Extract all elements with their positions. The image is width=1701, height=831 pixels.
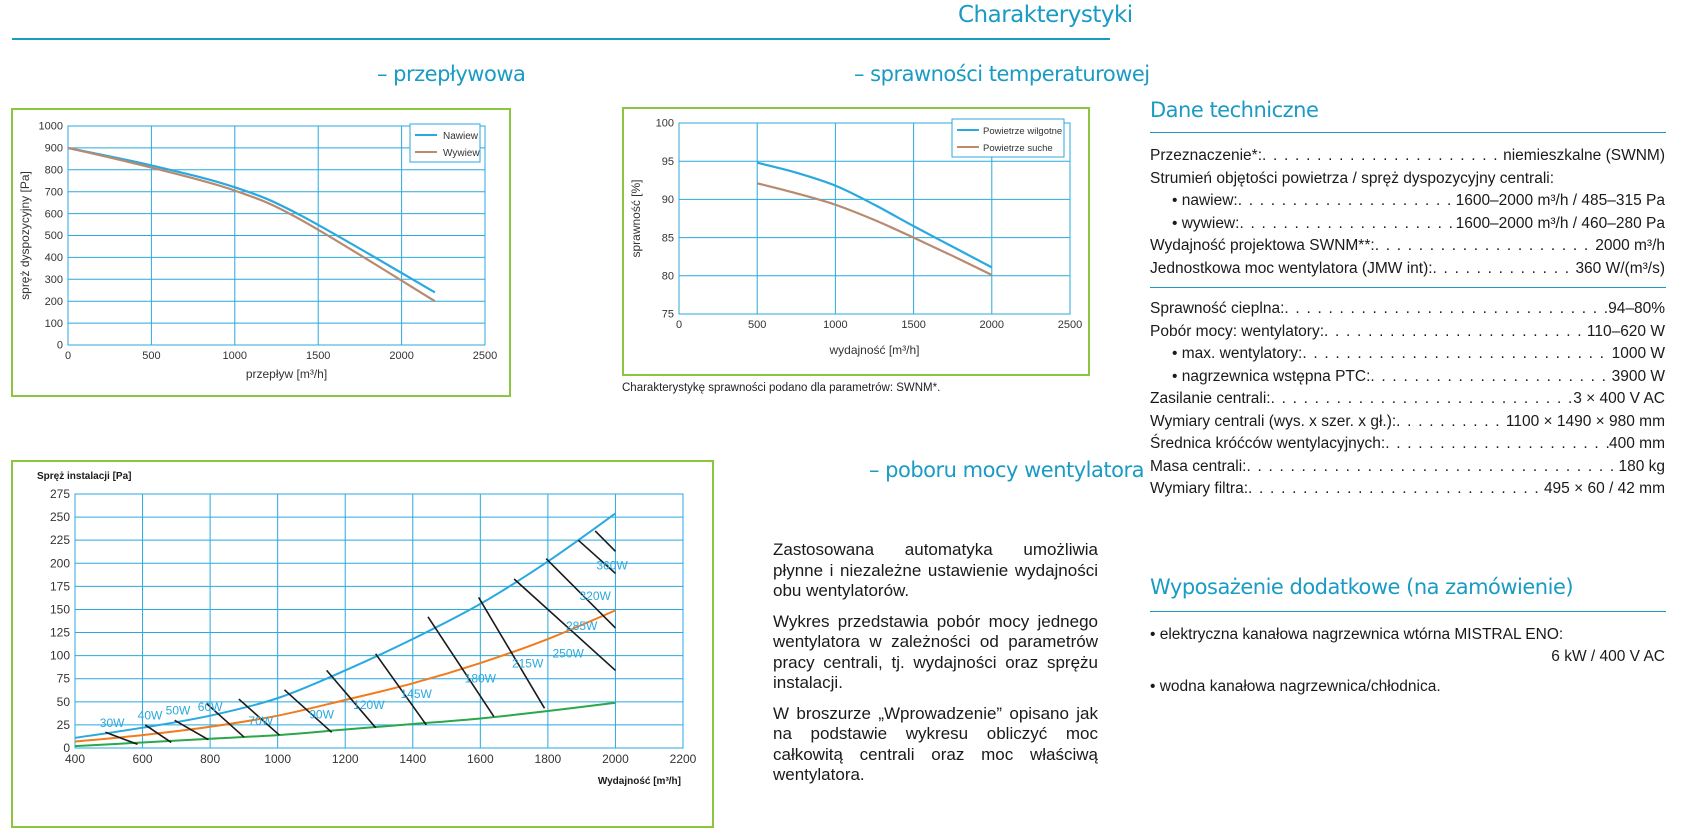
x-tick-label: 2500	[472, 350, 498, 362]
spec-leader	[1370, 366, 1611, 389]
y-tick-label: 800	[44, 164, 63, 177]
spec-value: 400 mm	[1609, 435, 1665, 452]
spec-value: 2000 m³/h	[1595, 237, 1665, 254]
y-tick-label: 275	[49, 487, 70, 501]
spec-value: 180 kg	[1618, 457, 1665, 475]
spec-leader	[1385, 433, 1609, 456]
y-tick-label: 0	[56, 339, 63, 352]
spec-leader	[1262, 145, 1503, 168]
y-tick-label: 80	[661, 270, 674, 283]
tech-heading: Dane techniczne	[1150, 98, 1319, 122]
page-title: Charakterystyki	[958, 2, 1133, 28]
spec-value: 3900 W	[1611, 367, 1665, 385]
spec-label: Wymiary filtra:	[1150, 480, 1249, 497]
y-tick-label: 1000	[38, 120, 63, 133]
spec-row	[1150, 478, 1665, 501]
x-axis-label: wydajność [m³/h]	[829, 343, 920, 357]
spec-value: 1000 W	[1611, 345, 1665, 362]
x-tick-label: 1000	[264, 752, 292, 766]
spec-label: • nagrzewnica wstępna PTC:	[1172, 367, 1371, 385]
spec-row	[1150, 343, 1665, 366]
x-tick-label: 1500	[901, 319, 926, 331]
equipment-item-electric: • elektryczna kanałowa nagrzewnica wtórna MISTRAL ENO:	[1150, 626, 1564, 643]
spec-leader	[1375, 235, 1596, 258]
spec-leader	[1284, 298, 1608, 321]
equipment-item-electric-spec: 6 kW / 400 V AC	[1551, 648, 1665, 665]
spec-label: Masa centrali:	[1150, 457, 1247, 475]
y-tick-label: 95	[661, 155, 674, 168]
spec-row	[1150, 321, 1665, 344]
header-rule	[12, 38, 1110, 40]
equipment-item-water: • wodna kanałowa nagrzewnica/chłodnica.	[1150, 678, 1441, 695]
spec-value: 1100 × 1490 × 980 mm	[1505, 412, 1665, 430]
spec-label: Jednostkowa moc wentylatora (JMW int):	[1150, 259, 1433, 277]
x-axis-label: Wydajność [m³/h]	[597, 776, 681, 787]
y-tick-label: 100	[49, 648, 70, 663]
x-tick-label: 2000	[602, 752, 629, 766]
legend-label: Powietrze wilgotne	[983, 126, 1063, 137]
spec-leader	[1248, 478, 1544, 501]
y-axis-label: sprawność [%]	[629, 179, 643, 258]
power-label: 30W	[99, 715, 125, 730]
power-label: 180W	[464, 671, 497, 686]
spec-value: 3 × 400 V AC	[1573, 390, 1665, 407]
spec-value: 1600–2000 m³/h / 485–315 Pa	[1455, 192, 1665, 209]
y-tick-label: 225	[49, 533, 70, 548]
power-label: 320W	[579, 589, 611, 604]
efficiency-heading: – sprawności temperaturowej	[854, 62, 1150, 86]
x-tick-label: 1400	[399, 752, 427, 766]
spec-value: 94–80%	[1608, 300, 1665, 317]
x-tick-label: 1800	[534, 752, 562, 766]
y-tick-label: 700	[44, 186, 63, 199]
spec-leader	[1239, 213, 1455, 236]
power-label: 145W	[400, 687, 432, 702]
spec-row	[1150, 456, 1665, 479]
spec-row	[1150, 298, 1665, 321]
y-tick-label: 85	[661, 232, 674, 245]
spec-leader	[1433, 258, 1576, 281]
x-tick-label: 1500	[305, 350, 331, 362]
y-tick-label: 100	[655, 117, 674, 130]
x-tick-label: 1000	[823, 319, 848, 331]
y-tick-label: 250	[49, 510, 70, 525]
power-chart-frame	[11, 460, 714, 828]
power-label: 120W	[353, 698, 385, 713]
spec-value: 495 × 60 / 42 mm	[1543, 480, 1665, 497]
spec-leader	[1302, 343, 1611, 366]
x-tick-label: 800	[200, 752, 221, 766]
spec-label: Średnica króćców wentylacyjnych:	[1150, 435, 1386, 452]
spec-label: • max. wentylatory:	[1172, 345, 1303, 362]
tech-group-2	[1150, 298, 1665, 501]
power-heading: – poboru mocy wentylatora	[869, 458, 1144, 482]
y-axis-label: Spręż instalacji [Pa]	[37, 471, 132, 482]
power-label: 60W	[197, 700, 223, 715]
spec-row	[1150, 258, 1665, 281]
x-tick-label: 2500	[1057, 319, 1083, 331]
spec-leader	[1396, 411, 1506, 434]
legend-label: Nawiew	[443, 131, 479, 142]
power-description	[773, 540, 1098, 796]
y-tick-label: 400	[44, 252, 63, 265]
x-tick-label: 400	[64, 752, 86, 766]
spec-label: Pobór mocy: wentylatory:	[1150, 322, 1325, 340]
paragraph-brochure: W broszurze „Wprowadzenie” opisano jak na podstawie wykresu obliczyć moc całkowitą centrali oraz moc właściwą wentylatora.	[773, 703, 1098, 784]
y-tick-label: 150	[49, 602, 70, 617]
spec-row	[1150, 190, 1665, 213]
y-tick-label: 75	[661, 308, 674, 321]
y-tick-label: 600	[44, 208, 63, 221]
power-label: 40W	[137, 708, 163, 723]
flow-heading: – przepływowa	[377, 62, 526, 86]
power-label: 360W	[596, 558, 628, 573]
paragraph-chart-info: Wykres przedstawia pobór mocy jednego wentylatora w zależności od parametrów pracy centrali, tj. wydajności oraz sprężu instalacji.	[773, 611, 1098, 692]
spec-label: Wymiary centrali (wys. x szer. x gł.):	[1150, 412, 1397, 430]
power-label: 215W	[511, 656, 544, 671]
x-tick-label: 2000	[979, 319, 1005, 331]
spec-value: 1600–2000 m³/h / 460–280 Pa	[1455, 214, 1665, 232]
spec-row	[1150, 433, 1665, 456]
x-tick-label: 2000	[389, 350, 414, 362]
spec-row	[1150, 366, 1665, 389]
spec-label: Zasilanie centrali:	[1150, 390, 1271, 407]
spec-leader	[1246, 456, 1618, 479]
spec-label: Strumień objętości powietrza / spręż dyspozycyjny centrali:	[1150, 169, 1555, 187]
flow-chart-frame	[11, 108, 511, 397]
spec-label: Sprawność cieplna:	[1150, 300, 1285, 317]
y-tick-label: 50	[56, 694, 70, 709]
y-tick-label: 125	[49, 625, 70, 640]
spec-label: • nawiew:	[1172, 192, 1238, 209]
legend-label: Powietrze suche	[983, 143, 1053, 154]
spec-label: Przeznaczenie*:	[1150, 147, 1263, 164]
y-tick-label: 175	[49, 579, 70, 594]
tech-group-1	[1150, 145, 1665, 280]
spec-row	[1150, 213, 1665, 236]
x-tick-label: 1600	[466, 752, 494, 766]
y-tick-label: 200	[49, 556, 70, 571]
spec-row	[1150, 411, 1665, 434]
x-tick-label: 2200	[669, 752, 697, 766]
flow-chart	[13, 110, 509, 395]
x-tick-label: 1000	[222, 350, 248, 362]
spec-value: niemieszkalne (SWNM)	[1503, 147, 1665, 164]
x-tick-label: 500	[142, 350, 161, 362]
spec-row	[1150, 235, 1665, 258]
spec-row	[1150, 168, 1665, 191]
x-tick-label: 1200	[331, 752, 359, 766]
x-tick-label: 0	[64, 350, 72, 362]
spec-leader	[1238, 190, 1456, 213]
y-tick-label: 25	[56, 717, 70, 732]
efficiency-note: Charakterystykę sprawności podano dla parametrów: SWNM*.	[622, 382, 941, 394]
x-tick-label: 500	[748, 319, 767, 331]
spec-label: • wywiew:	[1172, 214, 1240, 232]
efficiency-chart-frame	[622, 107, 1090, 376]
y-axis-label: spręż dyspozycyjny [Pa]	[18, 171, 32, 300]
y-tick-label: 0	[63, 741, 70, 755]
power-chart	[13, 462, 712, 826]
equipment-heading: Wyposażenie dodatkowe (na zamówienie)	[1150, 575, 1574, 599]
equipment-rule	[1150, 611, 1666, 612]
y-tick-label: 300	[44, 273, 63, 286]
power-label: 285W	[565, 618, 598, 633]
spec-row	[1150, 388, 1665, 411]
power-label: 250W	[552, 646, 584, 661]
power-label: 70W	[248, 713, 274, 728]
y-tick-label: 200	[44, 295, 63, 308]
y-tick-label: 75	[56, 671, 70, 686]
spec-value: 110–620 W	[1586, 322, 1665, 340]
power-label: 90W	[309, 707, 334, 722]
y-tick-label: 100	[44, 317, 63, 330]
spec-leader	[1271, 388, 1574, 411]
x-axis-label: przepływ [m³/h]	[245, 367, 328, 381]
spec-leader	[1324, 321, 1587, 344]
tech-rule-top	[1150, 132, 1666, 133]
x-tick-label: 600	[132, 752, 153, 766]
equipment-list	[1150, 624, 1665, 698]
efficiency-chart	[624, 109, 1088, 374]
legend-label: Wywiew	[443, 148, 480, 159]
paragraph-automation: Zastosowana automatyka umożliwia płynne i niezależne ustawienie wydajności obu wentylatorów.	[773, 540, 1098, 600]
y-tick-label: 90	[661, 194, 674, 207]
y-tick-label: 900	[44, 142, 63, 155]
spec-value: 360 W/(m³/s)	[1575, 259, 1665, 277]
y-tick-label: 500	[44, 230, 63, 243]
x-tick-label: 0	[675, 319, 683, 331]
spec-row	[1150, 145, 1665, 168]
spec-label: Wydajność projektowa SWNM**:	[1150, 237, 1375, 254]
power-label: 50W	[165, 703, 191, 718]
tech-rule-middle	[1150, 287, 1666, 288]
